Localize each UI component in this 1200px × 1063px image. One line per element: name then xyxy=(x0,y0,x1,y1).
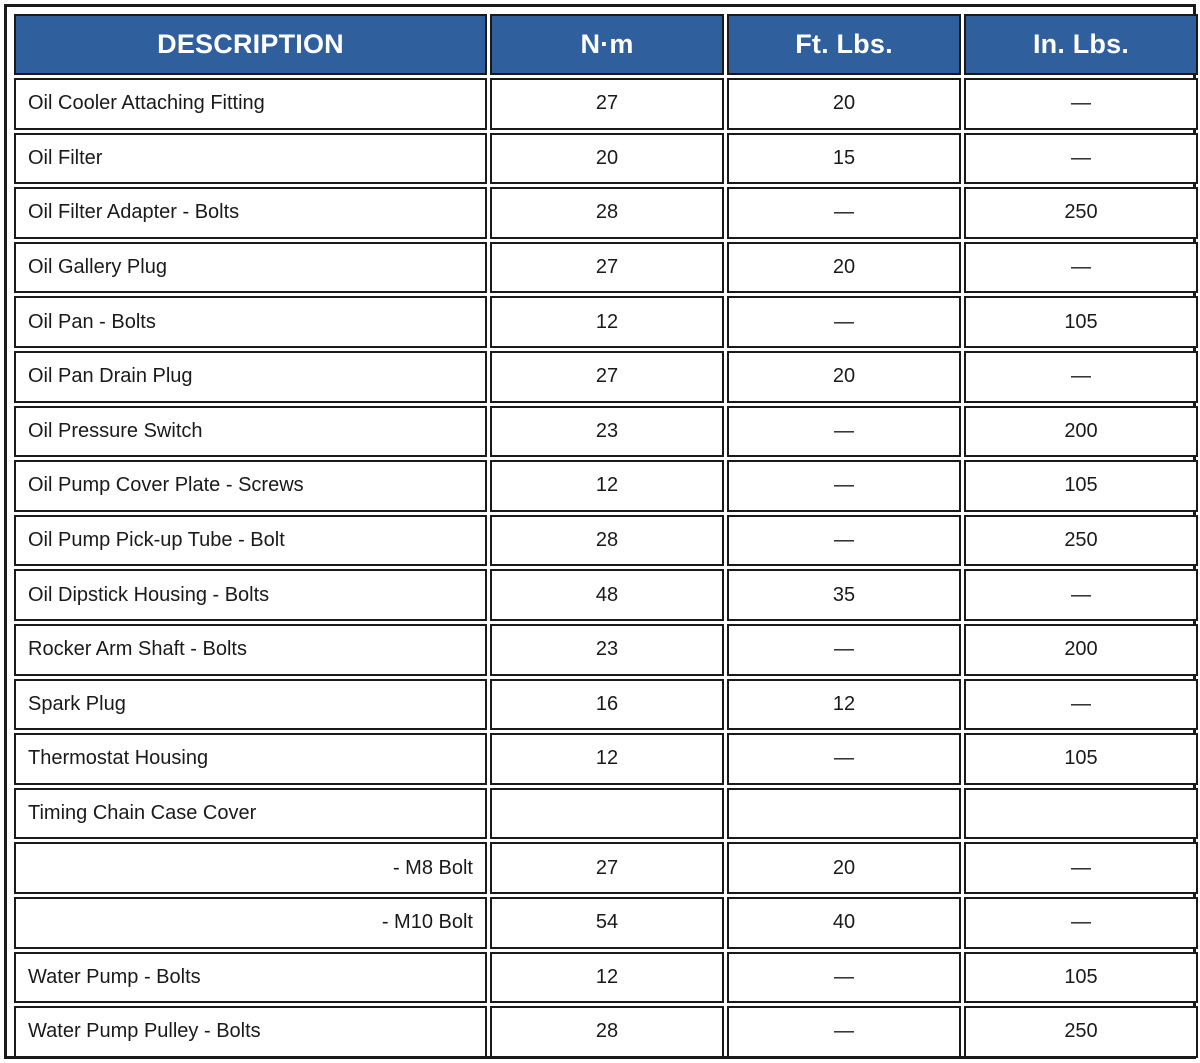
cell-ft-lbs: 35 xyxy=(727,569,961,621)
cell-nm: 16 xyxy=(490,679,724,731)
cell-in-lbs: 250 xyxy=(964,1006,1198,1058)
table-row xyxy=(14,897,1198,949)
cell-ft-lbs: 40 xyxy=(727,897,961,949)
cell-ft-lbs: — xyxy=(727,733,961,785)
cell-ft-lbs: 20 xyxy=(727,351,961,403)
header-in-lbs: In. Lbs. xyxy=(964,14,1198,75)
cell-nm: 20 xyxy=(490,133,724,185)
cell-nm: 12 xyxy=(490,460,724,512)
cell-nm: 12 xyxy=(490,296,724,348)
cell-nm: 12 xyxy=(490,952,724,1004)
table-row xyxy=(14,242,1198,294)
header-nm: N·m xyxy=(490,14,724,75)
table-row xyxy=(14,78,1198,130)
cell-description: Oil Cooler Attaching Fitting xyxy=(14,78,487,130)
table-row xyxy=(14,569,1198,621)
cell-in-lbs: 105 xyxy=(964,952,1198,1004)
cell-ft-lbs: — xyxy=(727,952,961,1004)
cell-description: Thermostat Housing xyxy=(14,733,487,785)
cell-description: Water Pump - Bolts xyxy=(14,952,487,1004)
table-row xyxy=(14,842,1198,894)
table-row xyxy=(14,952,1198,1004)
cell-nm xyxy=(490,788,724,840)
cell-description: Oil Pump Cover Plate - Screws xyxy=(14,460,487,512)
table-row xyxy=(14,679,1198,731)
cell-nm: 27 xyxy=(490,78,724,130)
cell-in-lbs: — xyxy=(964,897,1198,949)
cell-nm: 48 xyxy=(490,569,724,621)
cell-ft-lbs: — xyxy=(727,187,961,239)
cell-ft-lbs: 20 xyxy=(727,242,961,294)
cell-in-lbs: 200 xyxy=(964,624,1198,676)
cell-nm: 28 xyxy=(490,1006,724,1058)
cell-description: Oil Pressure Switch xyxy=(14,406,487,458)
cell-nm: 23 xyxy=(490,624,724,676)
cell-in-lbs: — xyxy=(964,78,1198,130)
cell-nm: 28 xyxy=(490,515,724,567)
cell-nm: 23 xyxy=(490,406,724,458)
cell-in-lbs: 200 xyxy=(964,406,1198,458)
cell-ft-lbs: — xyxy=(727,624,961,676)
cell-in-lbs: — xyxy=(964,351,1198,403)
cell-ft-lbs: 15 xyxy=(727,133,961,185)
cell-in-lbs: — xyxy=(964,569,1198,621)
cell-description: Rocker Arm Shaft - Bolts xyxy=(14,624,487,676)
cell-description: Spark Plug xyxy=(14,679,487,731)
table-row xyxy=(14,624,1198,676)
header-row xyxy=(14,14,1198,75)
cell-ft-lbs: 20 xyxy=(727,78,961,130)
header-description: DESCRIPTION xyxy=(14,14,487,75)
cell-in-lbs: 250 xyxy=(964,187,1198,239)
cell-ft-lbs: — xyxy=(727,1006,961,1058)
cell-ft-lbs: 20 xyxy=(727,842,961,894)
table-row xyxy=(14,133,1198,185)
cell-in-lbs: — xyxy=(964,842,1198,894)
cell-description: Timing Chain Case Cover xyxy=(14,788,487,840)
cell-description: Oil Filter xyxy=(14,133,487,185)
header-ft-lbs: Ft. Lbs. xyxy=(727,14,961,75)
cell-in-lbs: — xyxy=(964,242,1198,294)
table-row xyxy=(14,187,1198,239)
cell-nm: 12 xyxy=(490,733,724,785)
cell-description: Oil Gallery Plug xyxy=(14,242,487,294)
cell-description: - M10 Bolt xyxy=(14,897,487,949)
table-row xyxy=(14,406,1198,458)
cell-nm: 54 xyxy=(490,897,724,949)
table-frame xyxy=(4,4,1196,1059)
cell-nm: 28 xyxy=(490,187,724,239)
cell-ft-lbs: — xyxy=(727,515,961,567)
table-row xyxy=(14,788,1198,840)
cell-description: - M8 Bolt xyxy=(14,842,487,894)
table-row xyxy=(14,296,1198,348)
cell-in-lbs: — xyxy=(964,133,1198,185)
cell-nm: 27 xyxy=(490,242,724,294)
table-row xyxy=(14,1006,1198,1058)
cell-in-lbs: — xyxy=(964,679,1198,731)
table-row xyxy=(14,515,1198,567)
cell-in-lbs: 105 xyxy=(964,733,1198,785)
cell-in-lbs: 105 xyxy=(964,460,1198,512)
cell-in-lbs xyxy=(964,788,1198,840)
cell-description: Oil Dipstick Housing - Bolts xyxy=(14,569,487,621)
table-row xyxy=(14,733,1198,785)
cell-description: Oil Pan - Bolts xyxy=(14,296,487,348)
table-body xyxy=(14,78,1198,1058)
cell-nm: 27 xyxy=(490,842,724,894)
table-row xyxy=(14,351,1198,403)
cell-in-lbs: 250 xyxy=(964,515,1198,567)
cell-ft-lbs: — xyxy=(727,406,961,458)
cell-description: Oil Pump Pick-up Tube - Bolt xyxy=(14,515,487,567)
torque-spec-table xyxy=(11,11,1200,1061)
cell-nm: 27 xyxy=(490,351,724,403)
cell-ft-lbs xyxy=(727,788,961,840)
cell-ft-lbs: — xyxy=(727,460,961,512)
cell-description: Oil Pan Drain Plug xyxy=(14,351,487,403)
cell-in-lbs: 105 xyxy=(964,296,1198,348)
cell-ft-lbs: — xyxy=(727,296,961,348)
cell-description: Water Pump Pulley - Bolts xyxy=(14,1006,487,1058)
cell-description: Oil Filter Adapter - Bolts xyxy=(14,187,487,239)
table-row xyxy=(14,460,1198,512)
cell-ft-lbs: 12 xyxy=(727,679,961,731)
